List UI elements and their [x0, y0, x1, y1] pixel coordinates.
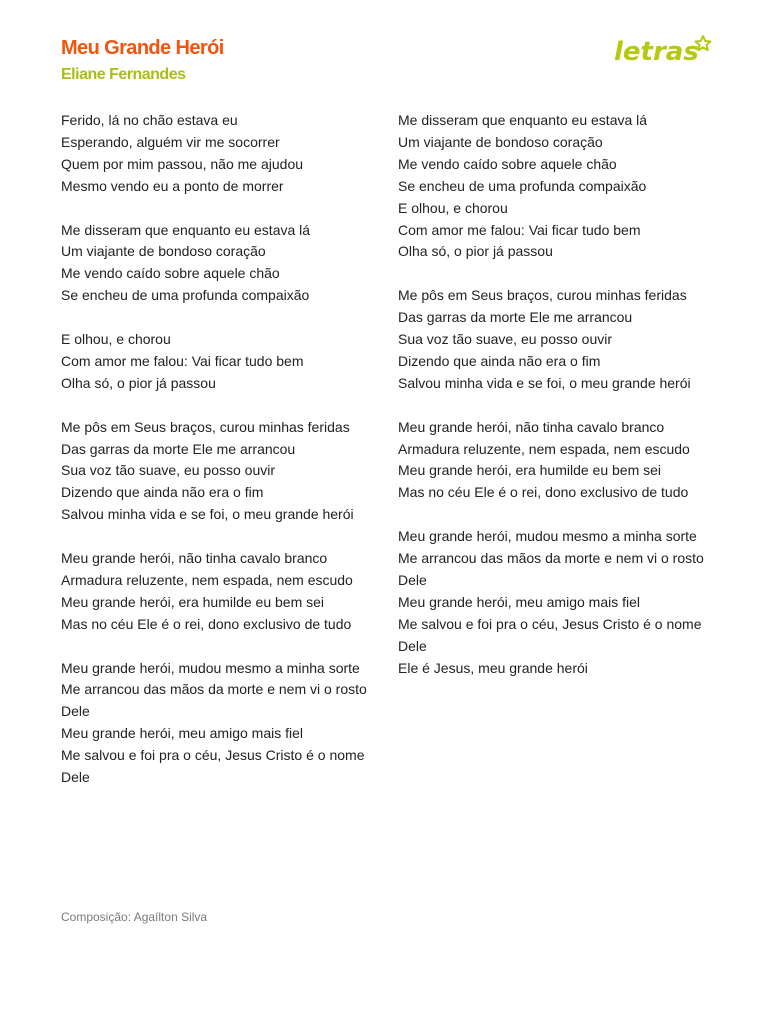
lyrics-line: Mesmo vendo eu a ponto de morrer: [61, 177, 284, 194]
lyrics-line: Salvou minha vida e se foi, o meu grande herói: [398, 374, 691, 391]
lyrics-line: Meu grande herói, meu amigo mais fiel: [398, 593, 641, 610]
lyrics-line: Me disseram que enquanto eu estava lá: [61, 221, 311, 238]
song-header: [61, 34, 224, 88]
lyrics-line: Dizendo que ainda não era o fim: [398, 352, 601, 369]
lyrics-line: Se encheu de uma profunda compaixão: [398, 177, 647, 194]
lyrics-line: Me arrancou das mãos da morte e nem vi o rosto Dele: [398, 550, 704, 588]
lyrics-stanza: [61, 329, 371, 395]
lyrics-line: Meu grande herói, mudou mesmo a minha sorte: [61, 659, 360, 676]
lyrics-line: Um viajante de bondoso coração: [61, 243, 266, 260]
lyrics-line: E olhou, e chorou: [61, 331, 171, 348]
lyrics-line: Ele é Jesus, meu grande herói: [398, 659, 588, 676]
lyrics-line: Mas no céu Ele é o rei, dono exclusivo de tudo: [61, 615, 352, 632]
lyrics-line: Salvou minha vida e se foi, o meu grande herói: [61, 506, 354, 523]
lyrics-line: Olha só, o pior já passou: [398, 243, 553, 260]
lyrics-line: Meu grande herói, não tinha cavalo branco: [398, 418, 665, 435]
lyrics-line: Me vendo caído sobre aquele chão: [398, 155, 617, 172]
lyrics-line: E olhou, e chorou: [398, 199, 508, 216]
lyrics-line: Sua voz tão suave, eu posso ouvir: [61, 462, 276, 479]
lyrics-line: Me pôs em Seus braços, curou minhas feridas: [61, 418, 350, 435]
lyrics-line: Com amor me falou: Vai ficar tudo bem: [61, 352, 304, 369]
lyrics-line: Se encheu de uma profunda compaixão: [61, 287, 310, 304]
letras-logo-text: letras: [614, 37, 699, 67]
lyrics-stanza: [61, 417, 371, 527]
lyrics-line: Com amor me falou: Vai ficar tudo bem: [398, 221, 641, 238]
lyrics-line: Das garras da morte Ele me arrancou: [61, 440, 296, 457]
composer-credit: Composição: Agaílton Silva: [61, 910, 208, 924]
lyrics-column-left: [61, 110, 371, 811]
lyrics-line: Dizendo que ainda não era o fim: [61, 484, 264, 501]
lyrics-line: Olha só, o pior já passou: [61, 374, 216, 391]
lyrics-line: Esperando, alguém vir me socorrer: [61, 133, 280, 150]
lyrics-stanza: [398, 417, 708, 505]
lyrics-line: Mas no céu Ele é o rei, dono exclusivo de tudo: [398, 484, 689, 501]
lyrics-line: Meu grande herói, não tinha cavalo branco: [61, 550, 328, 567]
lyrics-line: Me arrancou das mãos da morte e nem vi o rosto Dele: [61, 681, 367, 720]
lyrics-stanza: [398, 285, 708, 395]
lyrics-line: Meu grande herói, meu amigo mais fiel: [61, 725, 304, 742]
letras-logo: [612, 30, 712, 70]
lyrics-line: Meu grande herói, era humilde eu bem sei: [61, 593, 325, 610]
lyrics-line: Meu grande herói, era humilde eu bem sei: [398, 462, 662, 479]
lyrics-line: Meu grande herói, mudou mesmo a minha sorte: [398, 528, 697, 545]
lyrics-stanza: [61, 220, 371, 308]
lyrics-column-right: [398, 110, 708, 701]
lyrics-line: Armadura reluzente, nem espada, nem escudo: [61, 571, 353, 588]
lyrics-stanza: [61, 658, 371, 789]
lyrics-line: Um viajante de bondoso coração: [398, 133, 603, 150]
lyrics-line: Sua voz tão suave, eu posso ouvir: [398, 331, 613, 348]
lyrics-line: Me pôs em Seus braços, curou minhas feridas: [398, 287, 687, 304]
lyrics-line: Armadura reluzente, nem espada, nem escudo: [398, 440, 690, 457]
lyrics-line: Das garras da morte Ele me arrancou: [398, 309, 633, 326]
lyrics-line: Me disseram que enquanto eu estava lá: [398, 112, 648, 128]
lyrics-line: Ferido, lá no chão estava eu: [61, 112, 238, 128]
artist-name: Eliane Fernandes: [61, 66, 186, 83]
lyrics-stanza: [398, 526, 708, 679]
lyrics-line: Me salvou e foi pra o céu, Jesus Cristo é o nome Dele: [61, 747, 365, 786]
lyrics-line: Me vendo caído sobre aquele chão: [61, 265, 280, 282]
lyrics-stanza: [61, 110, 371, 198]
lyrics-stanza: [398, 110, 708, 263]
lyrics-stanza: [61, 548, 371, 636]
song-title: Meu Grande Herói: [61, 37, 224, 59]
lyrics-line: Quem por mim passou, não me ajudou: [61, 155, 304, 172]
lyrics-line: Me salvou e foi pra o céu, Jesus Cristo é o nome Dele: [398, 615, 702, 654]
